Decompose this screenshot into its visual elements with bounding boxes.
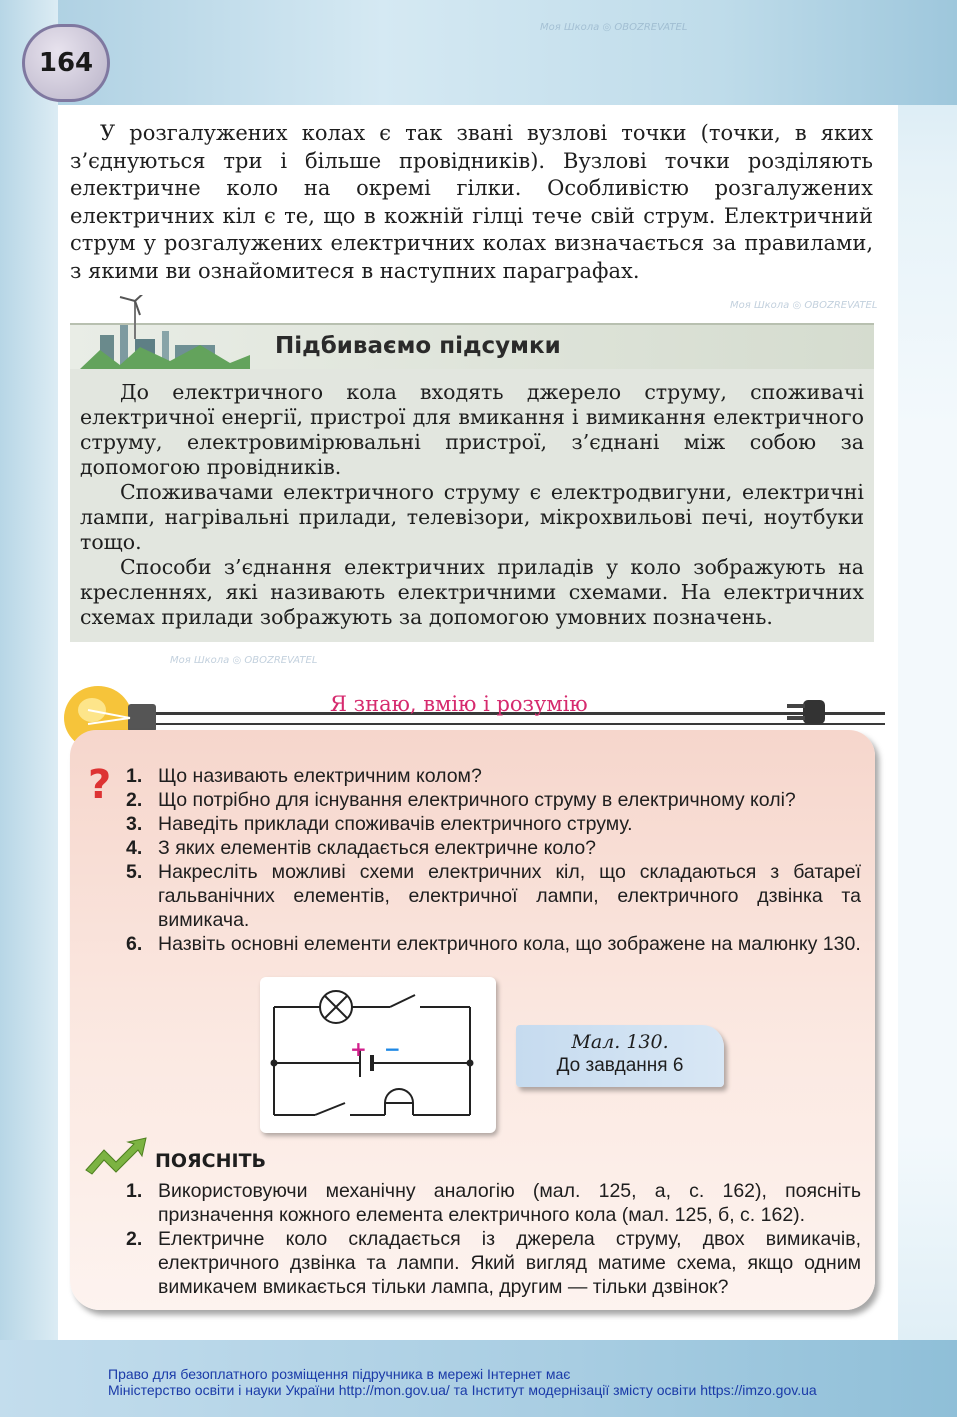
quiz-title: Я знаю, вмію і розумію — [330, 692, 588, 716]
minus-sign: − — [384, 1037, 401, 1061]
list-item: 2. Електричне коло складається із джерела струму, двох вимикачів, електричного дзвінка та лампи. Який вигляд матиме схема, якщо одним вимикачем вмикається тільки лампа, другим — тільки дзвінок? — [126, 1228, 861, 1298]
list-item: 3. Наведіть приклади споживачів електричного струму. — [126, 813, 633, 835]
summary-paragraph: Способи з’єднання електричних приладів у коло зображують на кресленнях, які називають електричними схемами. На електричних схемах прилади зображують за допомогою умовних позначень. — [80, 555, 864, 629]
circuit-schematic — [260, 977, 496, 1133]
top-decor-band — [0, 0, 957, 105]
footer-line: Право для безоплатного розміщення підручника в мережі Інтернет має — [108, 1366, 571, 1382]
plus-sign: + — [350, 1037, 367, 1061]
watermark: Моя Школа ◎ OBOZREVATEL — [540, 22, 688, 33]
watermark: Моя Школа ◎ OBOZREVATEL — [730, 300, 878, 311]
questions-list — [126, 764, 861, 956]
explain-list — [126, 1179, 861, 1299]
summary-header — [70, 323, 874, 371]
explain-title: ПОЯСНІТЬ — [155, 1150, 267, 1172]
circuit-diagram — [260, 977, 496, 1133]
watermark: Моя Школа ◎ OBOZREVATEL — [170, 655, 318, 666]
summary-paragraph: До електричного кола входять джерело струму, споживачі електричної енергії, пристрої для вмикання і вимикання електричного струму, електровимірювальні пристрої, з’єднані між собою за допомогою провідників. — [80, 380, 864, 479]
question-mark-icon: ? — [88, 762, 112, 808]
list-item: 1. Використовуючи механічну аналогію (мал. 125, а, с. 162), поясніть призначення кожного елемента електричного кола (мал. 125, б, с. 162). — [126, 1180, 861, 1226]
chart-arrow-icon — [84, 1136, 150, 1176]
summary-box — [70, 369, 874, 642]
list-item: 5. Накресліть можливі схеми електричних кіл, що складаються з батареї гальванічних елементів, електричної лампи, електричного дзвінка та вимикача. — [126, 861, 861, 931]
factory-windmill-icon — [80, 295, 250, 371]
summary-paragraph: Споживачами електричного струму є електродвигуни, електричні лампи, нагрівальні прилади, телевізори, мікрохвильові печі, ноутбуки тощо. — [80, 480, 864, 554]
footer-line: Міністерство освіти і науки України http://mon.gov.ua/ та Інститут модернізації змісту освіти https://imzo.gov.ua — [108, 1382, 817, 1398]
list-item: 1. Що називають електричним колом? — [126, 765, 482, 787]
intro-paragraph: У розгалужених колах є так звані вузлові точки (точки, в яких з’єднуються три і більше провідників). Вузлові точки розділяють електричне коло на окремі гілки. Особливістю розгалужених електричних кіл є те, що в кожній гілці тече свій струм. Електричний струм у розгалужених електричних колах визначається за правилами, з якими ви ознайомитеся в наступних параграфах. — [70, 121, 873, 283]
footer-text — [108, 1366, 817, 1398]
caption-title: Мал. 130. — [571, 1031, 669, 1053]
list-item: 2. Що потрібно для існування електричного струму в електричному колі? — [126, 789, 796, 811]
left-decor-band — [0, 0, 58, 1417]
summary-title: Підбиваємо підсумки — [275, 333, 561, 359]
list-item: 6. Назвіть основні елементи електричного кола, що зображене на малюнку 130. — [126, 933, 861, 955]
page-number: 164 — [22, 24, 110, 102]
caption-text: До завдання 6 — [556, 1055, 684, 1076]
list-item: 4. З яких елементів складається електричне коло? — [126, 837, 597, 859]
figure-caption — [516, 1025, 724, 1087]
plug-icon — [785, 694, 835, 730]
